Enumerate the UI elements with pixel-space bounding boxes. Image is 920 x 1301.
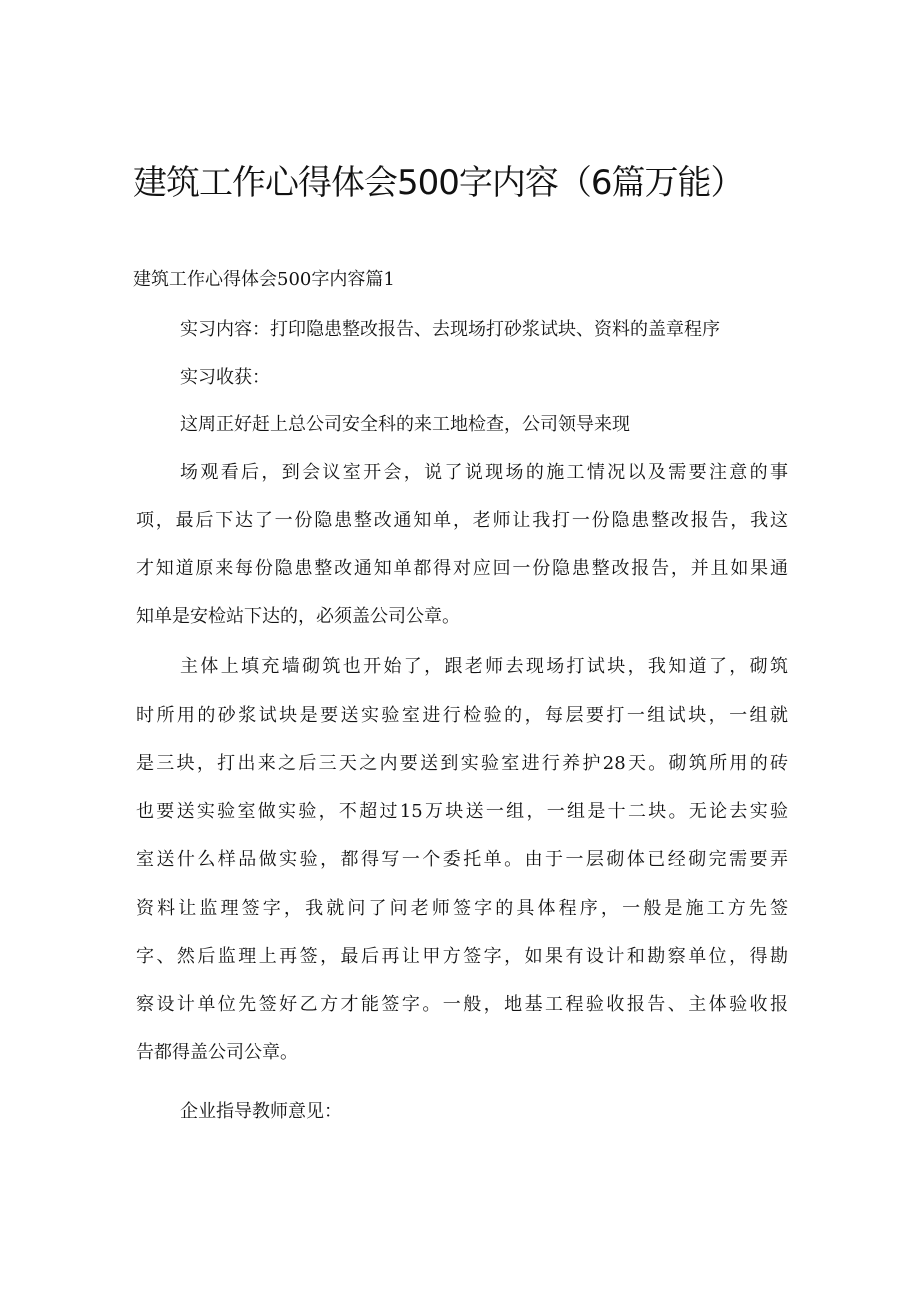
paragraph-line: 也要送实验室做实验，不超过15万块送一组，一组是十二块。无论去实验 bbox=[136, 801, 788, 822]
paragraph-line: 察设计单位先签好乙方才能签字。一般，地基工程验收报告、主体验收报 bbox=[136, 994, 788, 1015]
paragraph-line: 资料让监理签字，我就问了问老师签字的具体程序，一般是施工方先签 bbox=[136, 898, 788, 919]
paragraph-line: 这周正好赶上总公司安全科的来工地检查，公司领导来现 bbox=[180, 414, 630, 435]
paragraph-line: 是三块，打出来之后三天之内要送到实验室进行养护28天。砌筑所用的砖 bbox=[136, 753, 788, 774]
paragraph-line: 场观看后，到会议室开会，说了说现场的施工情况以及需要注意的事 bbox=[180, 462, 788, 483]
paragraph-line: 实习内容：打印隐患整改报告、去现场打砂浆试块、资料的盖章程序 bbox=[180, 319, 720, 340]
paragraph-line: 企业指导教师意见： bbox=[180, 1101, 342, 1122]
paragraph-line: 知单是安检站下达的，必须盖公司公章。 bbox=[136, 606, 460, 627]
document-title: 建筑工作心得体会500字内容（6篇万能） bbox=[133, 163, 744, 203]
paragraph-line: 项，最后下达了一份隐患整改通知单，老师让我打一份隐患整改报告，我这 bbox=[136, 510, 788, 531]
paragraph-line: 告都得盖公司公章。 bbox=[136, 1042, 298, 1063]
paragraph-line: 字、然后监理上再签，最后再让甲方签字，如果有设计和勘察单位，得勘 bbox=[136, 946, 788, 967]
paragraph-line: 主体上填充墙砌筑也开始了，跟老师去现场打试块，我知道了，砌筑 bbox=[180, 656, 788, 677]
paragraph-line: 才知道原来每份隐患整改通知单都得对应回一份隐患整改报告，并且如果通 bbox=[136, 558, 788, 579]
paragraph-line: 室送什么样品做实验，都得写一个委托单。由于一层砌体已经砌完需要弄 bbox=[136, 849, 788, 870]
paragraph-line: 时所用的砂浆试块是要送实验室进行检验的，每层要打一组试块，一组就 bbox=[136, 705, 788, 726]
paragraph-line: 实习收获： bbox=[180, 367, 270, 388]
section-heading: 建筑工作心得体会500字内容篇1 bbox=[133, 269, 395, 290]
